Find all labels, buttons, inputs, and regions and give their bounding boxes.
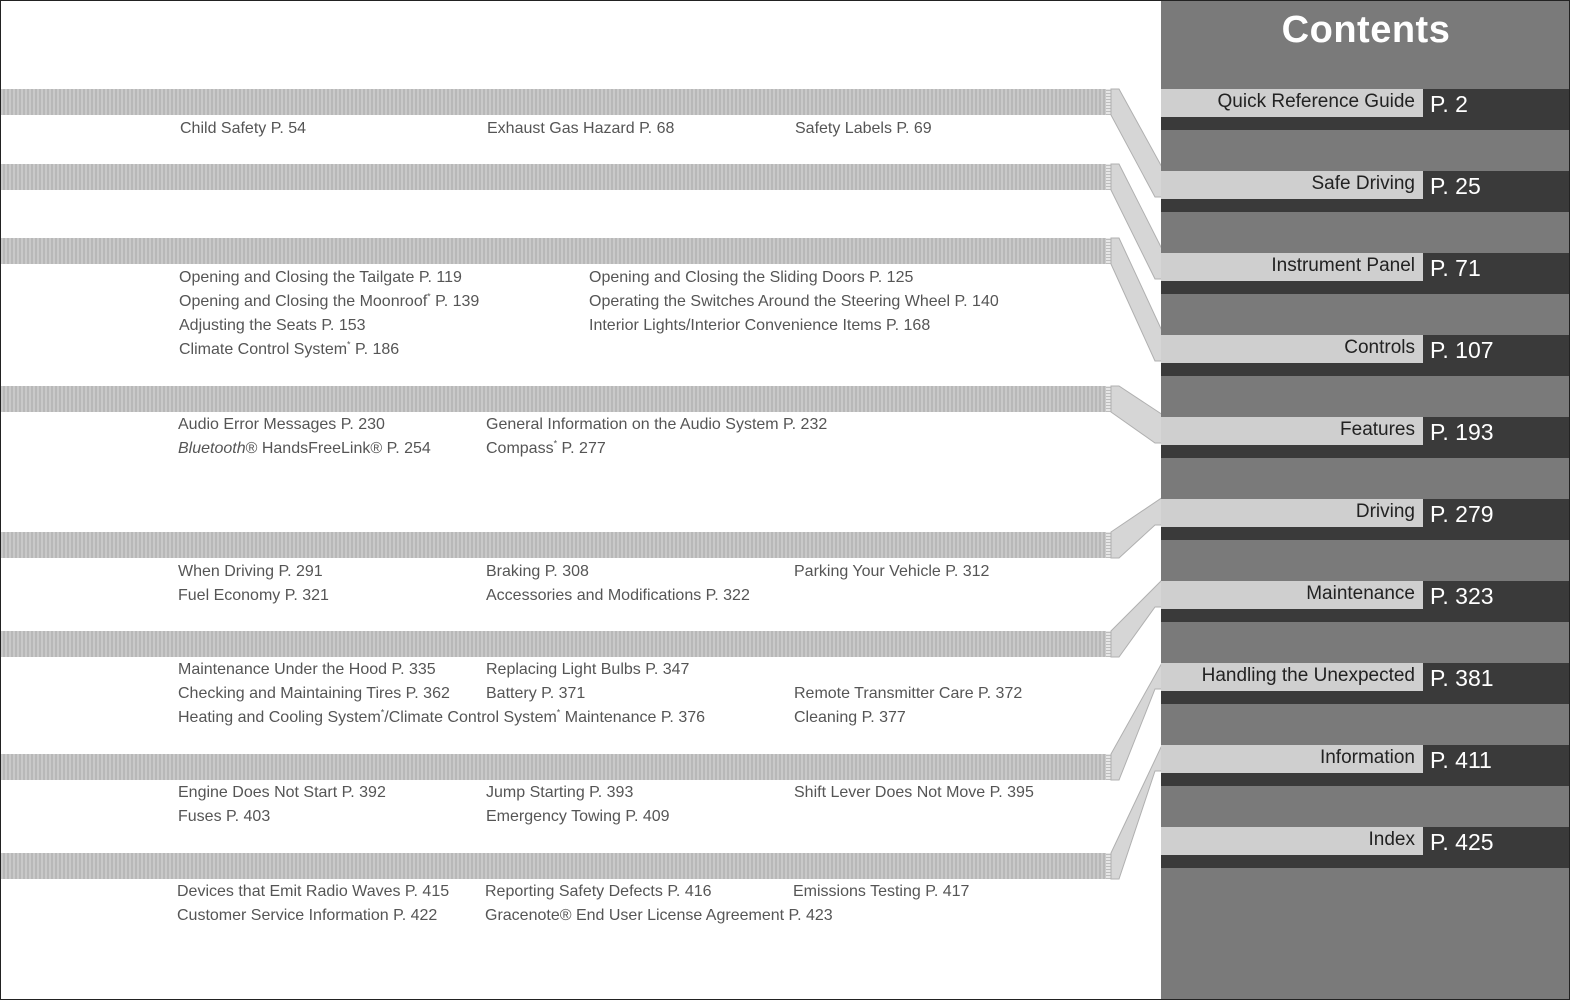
asterisk-mark: * [553,438,558,449]
entry-audio-errors[interactable]: Audio Error Messages P. 230 [178,416,385,433]
tab-label: Controls [1161,335,1423,363]
tab-label: Safe Driving [1161,171,1423,199]
connector-6 [1111,579,1163,657]
entry-accessories[interactable]: Accessories and Modifications P. 322 [486,587,750,604]
entry-heating-b: /Climate Control System [384,709,557,726]
entry-shift[interactable]: Shift Lever Does Not Move P. 395 [794,784,1034,801]
entry-heating[interactable] [178,708,705,728]
tab-handling-unexpected[interactable] [1161,663,1570,704]
entry-audio-general[interactable]: General Information on the Audio System P. 232 [486,416,828,433]
entry-heating-c: Maintenance P. 376 [560,709,706,726]
tab-label: Driving [1161,499,1423,527]
entry-seats[interactable]: Adjusting the Seats P. 153 [179,317,366,334]
entry-bluetooth-word: Bluetooth [178,440,246,457]
tab-label: Index [1161,827,1423,855]
entry-engine[interactable]: Engine Does Not Start P. 392 [178,784,386,801]
tab-page-number: P. 411 [1423,745,1570,786]
entry-safety-labels[interactable]: Safety Labels P. 69 [795,120,932,137]
tab-label: Features [1161,417,1423,445]
entry-emissions[interactable]: Emissions Testing P. 417 [793,883,970,900]
tab-label: Maintenance [1161,581,1423,609]
entry-cleaning[interactable]: Cleaning P. 377 [794,709,906,726]
asterisk-mark: * [380,707,385,718]
entry-towing[interactable]: Emergency Towing P. 409 [486,808,670,825]
tab-page-number: P. 323 [1423,581,1570,622]
tab-page-number: P. 107 [1423,335,1570,376]
entry-moonroof[interactable] [179,292,479,312]
tab-page-number: P. 381 [1423,663,1570,704]
tab-information[interactable] [1161,745,1570,786]
entry-climate[interactable] [179,340,399,360]
entry-tires[interactable]: Checking and Maintaining Tires P. 362 [178,685,450,702]
tab-features[interactable] [1161,417,1570,458]
tab-page-number: P. 2 [1423,89,1570,130]
tab-quick-reference[interactable] [1161,89,1570,130]
entry-moonroof-text: Opening and Closing the Moonroof [179,293,428,310]
entry-interior-lights[interactable]: Interior Lights/Interior Convenience Items P. 168 [589,317,931,334]
entry-heating-a: Heating and Cooling System [178,709,381,726]
tab-page-number: P. 71 [1423,253,1570,294]
entry-braking[interactable]: Braking P. 308 [486,563,589,580]
asterisk-mark: * [427,291,431,302]
entry-tailgate[interactable]: Opening and Closing the Tailgate P. 119 [179,269,462,286]
entry-sliding-doors[interactable]: Opening and Closing the Sliding Doors P. 125 [589,269,914,286]
entry-when-driving[interactable]: When Driving P. 291 [178,563,323,580]
entry-under-hood[interactable]: Maintenance Under the Hood P. 335 [178,661,436,678]
tab-page-number: P. 425 [1423,827,1570,868]
entry-bluetooth-rest: ® HandsFreeLink® P. 254 [245,440,431,457]
entry-defects[interactable]: Reporting Safety Defects P. 416 [485,883,712,900]
entry-moonroof-page: P. 139 [430,293,480,310]
tab-index[interactable] [1161,827,1570,868]
entry-battery[interactable]: Battery P. 371 [486,685,586,702]
entry-remote[interactable]: Remote Transmitter Care P. 372 [794,685,1023,702]
tab-label: Instrument Panel [1161,253,1423,281]
asterisk-mark: * [556,707,561,718]
tab-page-number: P. 25 [1423,171,1570,212]
asterisk-mark: * [347,339,351,350]
tab-label: Handling the Unexpected [1161,663,1423,691]
connector-5 [1111,497,1163,558]
entry-fuel-economy[interactable]: Fuel Economy P. 321 [178,587,329,604]
entry-climate-text: Climate Control System [179,341,348,358]
contents-title: Contents [1281,9,1451,51]
tab-page-number: P. 193 [1423,417,1570,458]
tab-label: Quick Reference Guide [1161,89,1423,117]
tab-instrument-panel[interactable] [1161,253,1570,294]
tab-page-number: P. 279 [1423,499,1570,540]
entry-customer[interactable]: Customer Service Information P. 422 [177,907,438,924]
entry-fuses[interactable]: Fuses P. 403 [178,808,271,825]
entry-jump[interactable]: Jump Starting P. 393 [486,784,634,801]
entry-compass-text: Compass [486,440,554,457]
entry-light-bulbs[interactable]: Replacing Light Bulbs P. 347 [486,661,690,678]
entry-parking[interactable]: Parking Your Vehicle P. 312 [794,563,990,580]
tab-safe-driving[interactable] [1161,171,1570,212]
tab-driving[interactable] [1161,499,1570,540]
entry-compass-page: P. 277 [557,440,606,457]
entry-bluetooth[interactable] [178,439,431,459]
tab-label: Information [1161,745,1423,773]
entry-exhaust-gas[interactable]: Exhaust Gas Hazard P. 68 [487,120,675,137]
connector-4 [1111,386,1163,443]
entry-gracenote[interactable]: Gracenote® End User License Agreement P. 423 [485,907,833,924]
entry-radio[interactable]: Devices that Emit Radio Waves P. 415 [177,883,450,900]
entry-child-safety[interactable]: Child Safety P. 54 [180,120,307,137]
entry-compass[interactable] [486,439,606,459]
tab-controls[interactable] [1161,335,1570,376]
tab-maintenance[interactable] [1161,581,1570,622]
entry-climate-page: P. 186 [350,341,400,358]
entry-switches[interactable]: Operating the Switches Around the Steering Wheel P. 140 [589,293,999,310]
